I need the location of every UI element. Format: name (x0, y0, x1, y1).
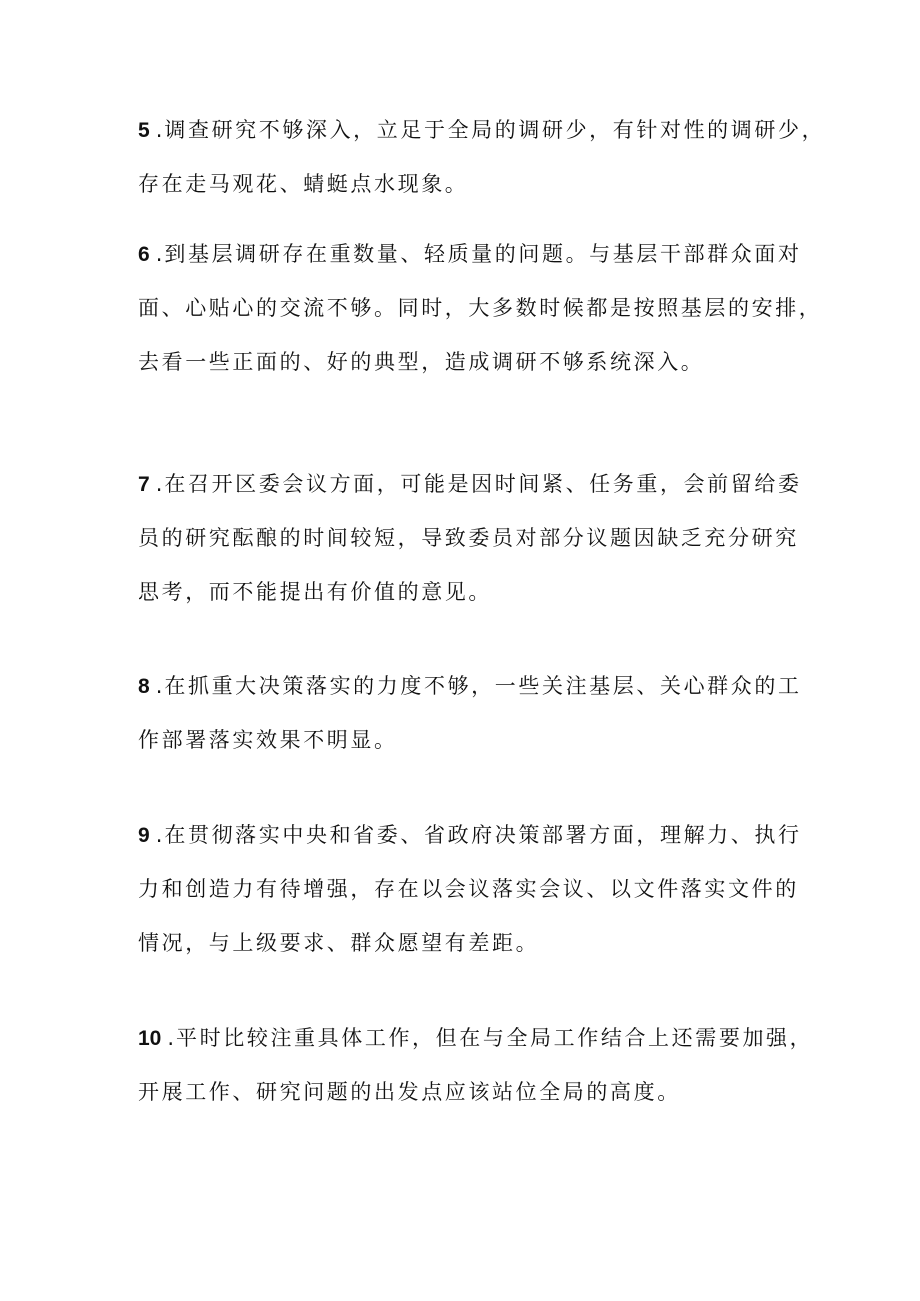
number-separator: . (155, 674, 163, 698)
paragraph-line (138, 457, 818, 511)
paragraph-text: 到基层调研存在重数量、轻质量的问题。与基层干部群众面对 (164, 242, 802, 266)
item-number: 10 (138, 1027, 162, 1050)
number-separator: . (155, 823, 163, 847)
paragraph-line: 力和创造力有待增强，存在以会议落实会议、以文件落实文件的 (138, 877, 799, 901)
paragraph-text: 在贯彻落实中央和省委、省政府决策部署方面，理解力、执行 (164, 823, 802, 847)
paragraph-9 (138, 808, 818, 970)
item-number: 9 (138, 824, 150, 847)
paragraph-5 (138, 103, 826, 211)
paragraph-line (138, 659, 818, 713)
paragraph-line (138, 227, 818, 281)
item-number: 6 (138, 243, 150, 266)
paragraph-line (138, 1011, 818, 1065)
paragraph-line: 去看一些正面的、好的典型，造成调研不够系统深入。 (138, 350, 705, 374)
number-separator: . (167, 1026, 175, 1050)
paragraph-line: 情况，与上级要求、群众愿望有差距。 (138, 931, 540, 955)
paragraph-line: 开展工作、研究问题的出发点应该站位全局的高度。 (138, 1080, 681, 1104)
paragraph-text: 在召开区委会议方面，可能是因时间紧、任务重，会前留给委 (164, 472, 802, 496)
paragraph-text: 调查研究不够深入，立足于全局的调研少，有针对性的调研少， (164, 118, 826, 142)
paragraph-6 (138, 227, 823, 389)
number-separator: . (155, 118, 163, 142)
paragraph-line: 存在走马观花、蜻蜓点水现象。 (138, 172, 469, 196)
paragraph-line: 思考，而不能提出有价值的意见。 (138, 580, 492, 604)
paragraph-10 (138, 1011, 818, 1119)
paragraph-text: 平时比较注重具体工作，但在与全局工作结合上还需要加强， (176, 1026, 814, 1050)
item-number: 7 (138, 473, 150, 496)
paragraph-line: 作部署落实效果不明显。 (138, 728, 398, 752)
paragraph-text: 在抓重大决策落实的力度不够，一些关注基层、关心群众的工 (164, 674, 802, 698)
paragraph-line (138, 808, 818, 862)
paragraph-8 (138, 659, 818, 767)
paragraph-line: 员的研究酝酿的时间较短，导致委员对部分议题因缺乏充分研究 (138, 526, 799, 550)
paragraph-line (138, 103, 826, 157)
paragraph-line: 面、心贴心的交流不够。同时，大多数时候都是按照基层的安排， (138, 296, 823, 320)
paragraph-7 (138, 457, 818, 619)
item-number: 8 (138, 675, 150, 698)
number-separator: . (155, 472, 163, 496)
item-number: 5 (138, 119, 150, 142)
number-separator: . (155, 242, 163, 266)
